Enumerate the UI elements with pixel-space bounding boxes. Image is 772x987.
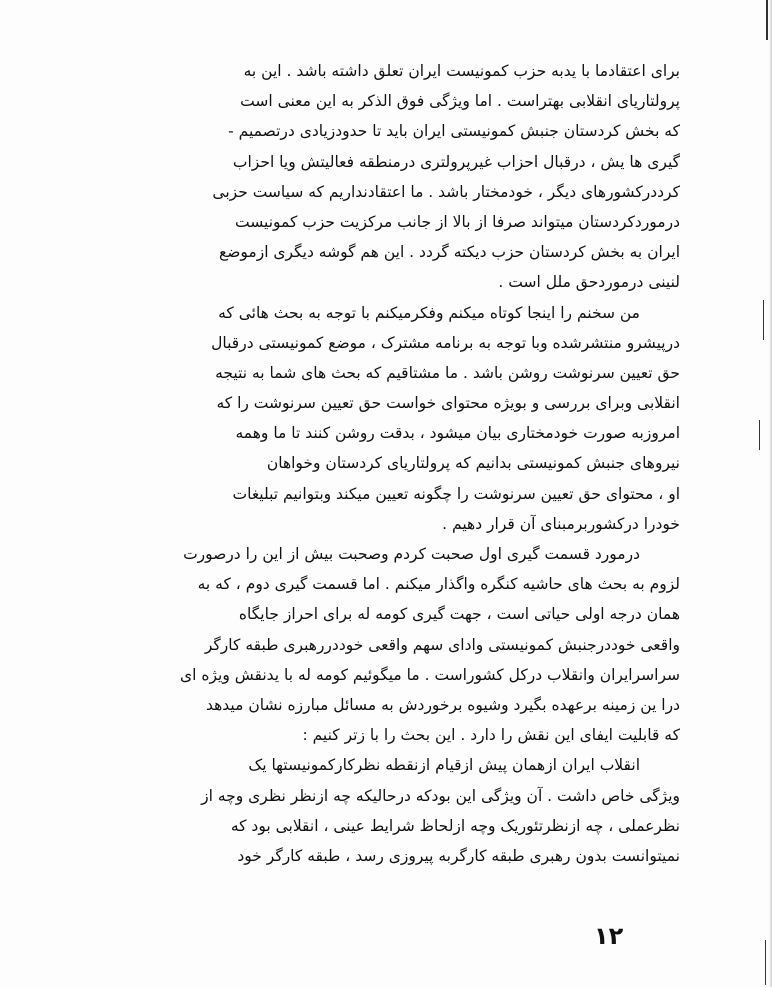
text-line: لزوم به بحث های حاشیه کنگره واگذار میکنم . اما قسمت گیری دوم ، که به [197,575,680,594]
text-line: من سخنم را اینجا کوتاه میکنم وفکرمیکنم با توجه به بحث هائی که [218,303,640,322]
text-line: درا ین زمینه برعهده بگیرد وشیوه برخوردش به مسائل مبارزه نشان میدهد [205,695,680,714]
margin-mark [763,300,764,340]
text-line: خودرا درکشوربرمبنای آن قرار دهیم . [442,514,680,533]
text-line: انقلاب ایران ازهمان پیش ازقیام ازنقطه نظرکارکمونیستها یک [248,756,640,775]
text-line: درمورد قسمت گیری اول صحبت کردم وصحبت بیش از این را درصورت [183,545,640,563]
text-line: لنینی درموردحق ملل است . [498,273,680,292]
text-line: انقلابی وبرای بررسی و بویژه محتوای خواست حق تعیین سرنوشت را که [216,394,680,413]
text-line: درموردکردستان میتواند صرفا از بالا از جانب مرکزیت حزب کمونیست [234,212,680,231]
text-line: برای اعتقادما با یدبه حزب کمونیست ایران تعلق داشته باشد . این به [243,62,680,80]
margin-mark [765,940,767,985]
text-line: که قابلیت ایفای این نقش را دارد . این بحث را با زتر کنیم : [302,726,680,745]
text-line: گیری ها یش ، درقبال احزاب غیرپرولتری درمنطقه فعالیتش ویا احزاب [232,152,680,171]
text-line: همان درجه اولی حیاتی است ، جهت گیری کومه له برای احراز جایگاه [238,605,680,624]
text-line: نظرعملی ، چه ازنظرتئوریک وچه ازلحاظ شرایط عینی ، انقلابی بود که [230,816,680,835]
text-line: او ، محتوای حق تعیین سرنوشت را چگونه تعیین میکند وبتوانیم تبلیغات [232,484,680,503]
text-line: حق تعیین سرنوشت روشن باشد . ما مشتاقیم که بحث های شما به نتیجه [215,363,680,382]
body-text [28,56,680,871]
text-line: کرددرکشورهای دیگر ، خودمختار باشد . ما اعتقادنداریم که سیاست حزبی [212,182,680,201]
margin-mark [759,420,760,450]
text-line: واقعی خوددرجنبش کمونیستی وادای سهم واقعی خوددررهبری طبقه کارگر [204,635,680,654]
page-number: ۱۲ [594,922,624,950]
text-line: ایران به بخش کردستان حزب دیکته گردد . این هم گوشه دیگری ازموضع [218,243,680,262]
text-line: پرولتاریای انقلابی بهتراست . اما ویژگی فوق الذکر به این معنی است [240,92,680,111]
text-line: نیروهای جنبش کمونیستی بدانیم که پرولتاریای کردستان وخواهان [266,454,680,473]
text-line: امروزبه صورت خودمختاری بیان میشود ، بدقت روشن کنند تا ما وهمه [235,424,680,443]
text-line: که بخش کردستان جنبش کمونیستی ایران باید تا حدودزیادی درتصمیم - [228,122,680,141]
text-line: ویژگی خاص داشت . آن ویژگی این بودکه درحالیکه چه ازنظر نظری وچه از [201,786,680,805]
text-line: درپیشرو منتشرشده وبا توجه به برنامه مشترک ، موضع کمونیستی درقبال [211,333,680,352]
margin-mark [766,0,768,40]
text-line: نمیتوانست بدون رهبری طبقه کارگربه پیروزی رسد ، طبقه کارگر خود [237,846,680,865]
text-line: سراسرایران وانقلاب درکل کشوراست . ما میگوئیم کومه له با یدنقش ویژه ای [179,665,680,684]
